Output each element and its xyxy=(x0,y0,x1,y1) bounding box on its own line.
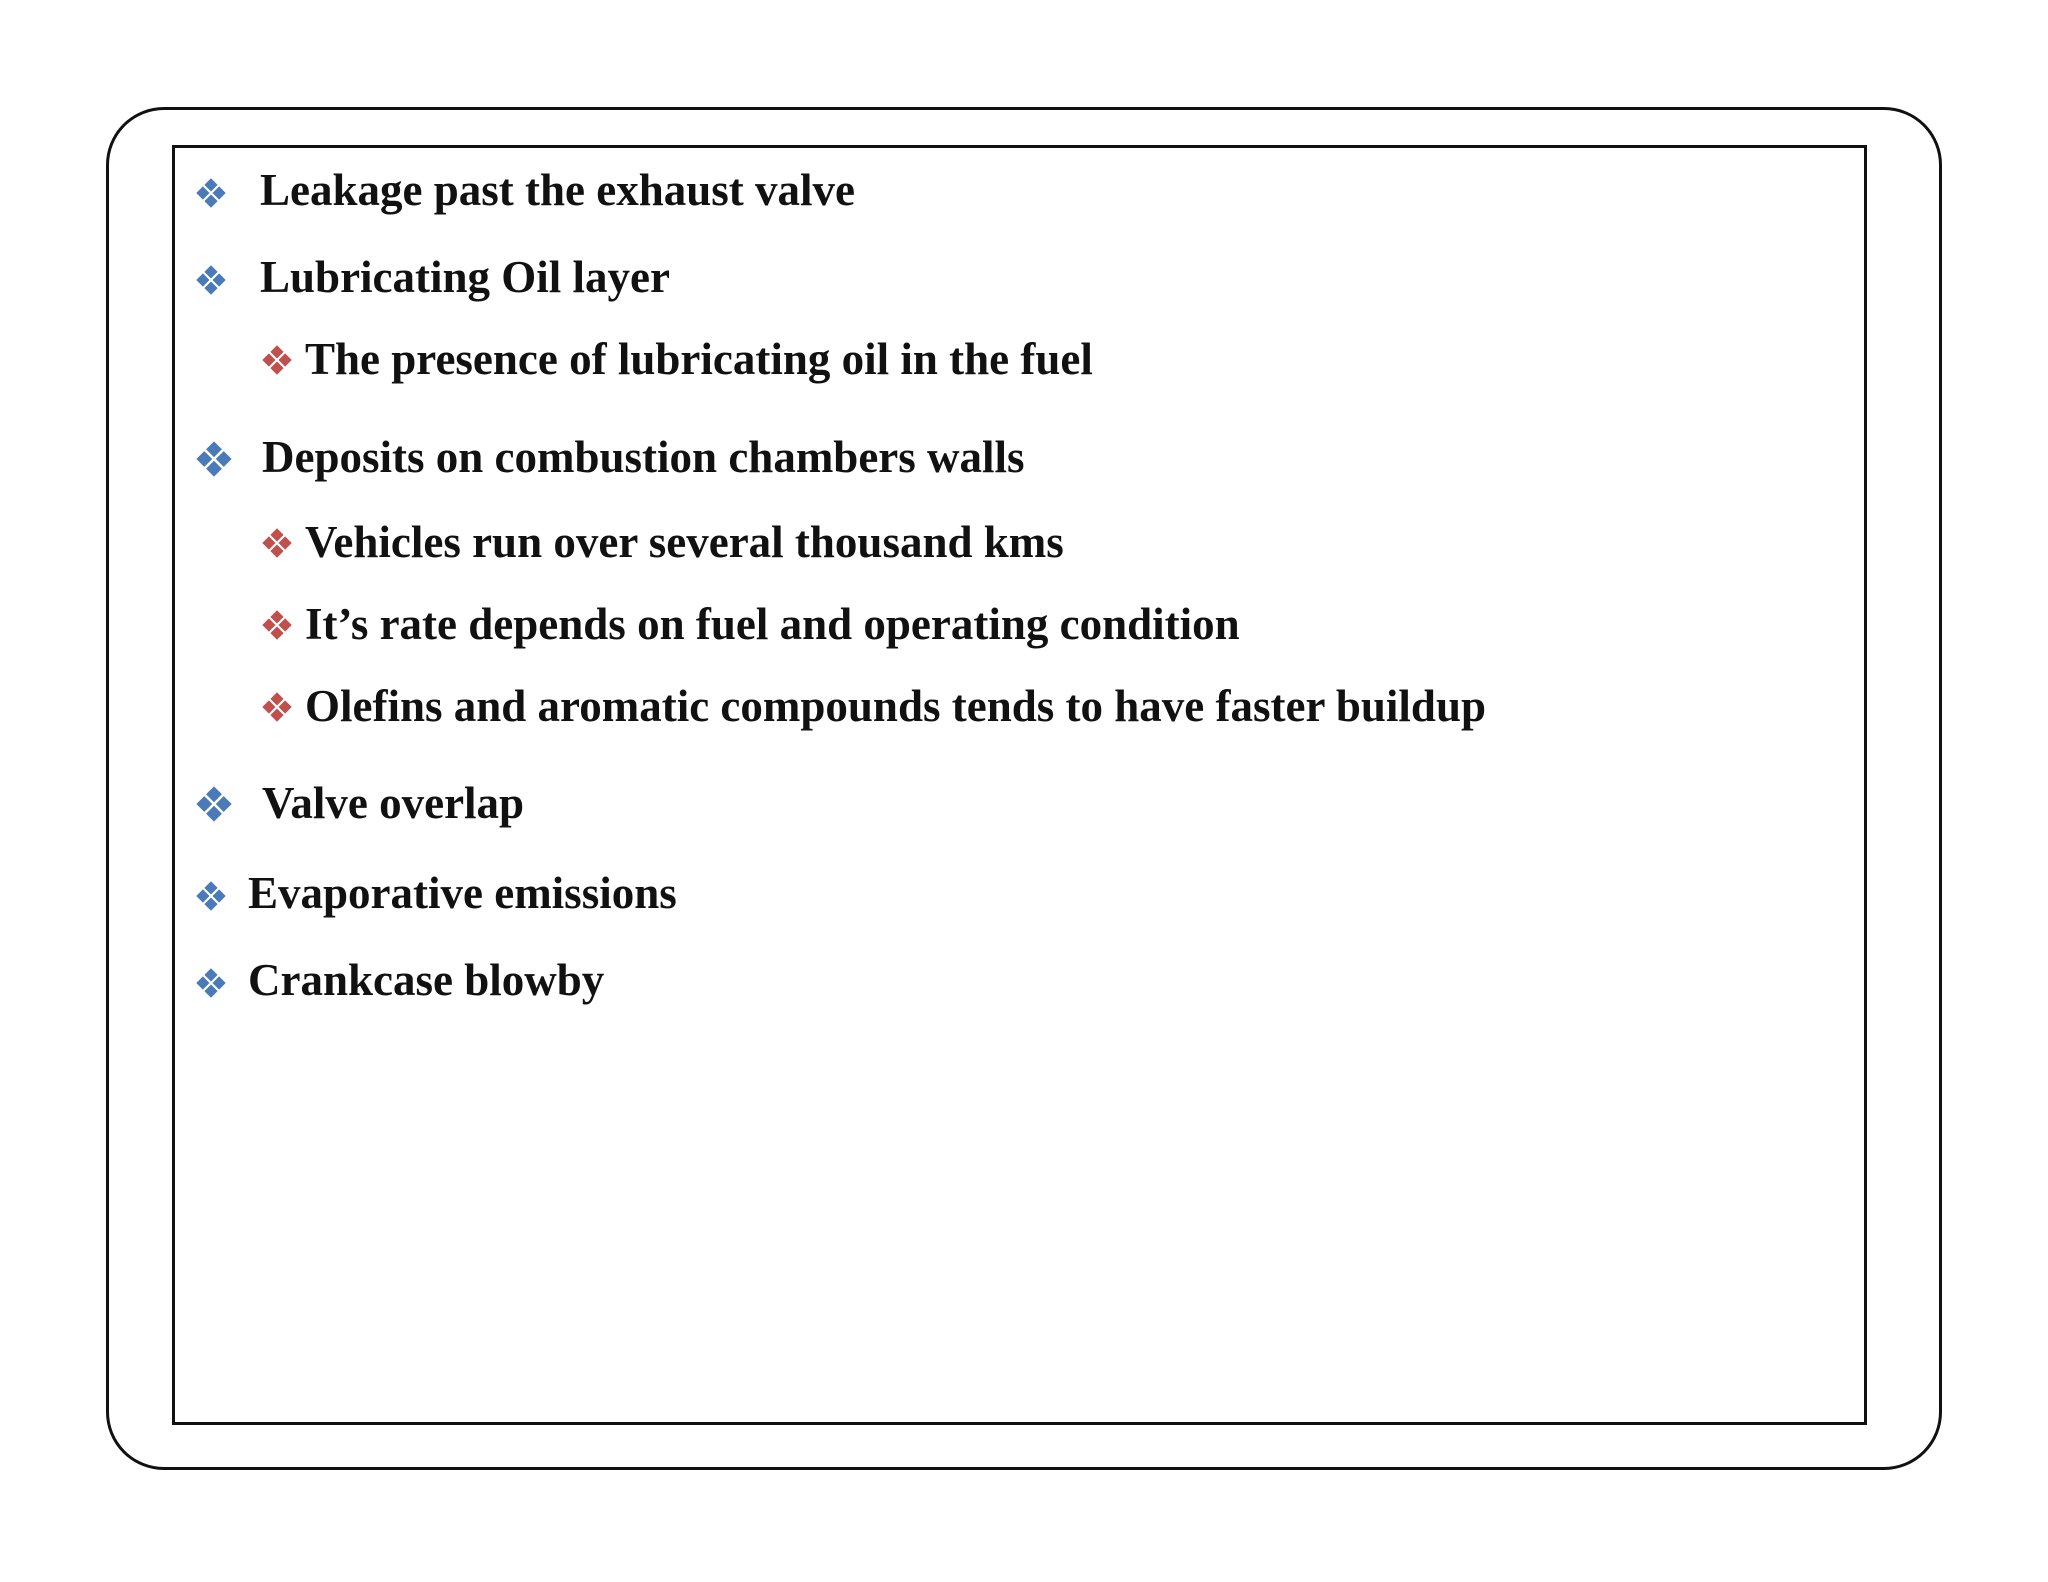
sub-bullet-item-text: It’s rate depends on fuel and operating condition xyxy=(305,599,1240,649)
bullet-item-text: Deposits on combustion chambers walls xyxy=(262,432,1025,482)
diamond-bullet-icon xyxy=(262,528,292,558)
sub-bullet-item-text: The presence of lubricating oil in the fuel xyxy=(305,334,1093,384)
bullet-item-text: Lubricating Oil layer xyxy=(260,252,670,302)
bullet-item-text: Valve overlap xyxy=(262,778,525,828)
diamond-bullet-icon xyxy=(196,265,226,295)
sub-bullet-item-text: Vehicles run over several thousand kms xyxy=(305,517,1064,567)
diamond-bullet-icon xyxy=(196,786,232,822)
diamond-bullet-icon xyxy=(262,345,292,375)
diamond-bullet-icon xyxy=(196,441,232,477)
diamond-bullet-icon xyxy=(196,968,226,998)
bullet-item-text: Crankcase blowby xyxy=(248,955,605,1005)
sub-bullet-item-text: Olefins and aromatic compounds tends to have faster buildup xyxy=(305,681,1487,731)
diamond-bullet-icon xyxy=(196,881,226,911)
bullet-item-text: Leakage past the exhaust valve xyxy=(260,165,855,215)
diamond-bullet-icon xyxy=(262,610,292,640)
diamond-bullet-icon xyxy=(262,692,292,722)
bullet-item-text: Evaporative emissions xyxy=(248,868,677,918)
diamond-bullet-icon xyxy=(196,178,226,208)
